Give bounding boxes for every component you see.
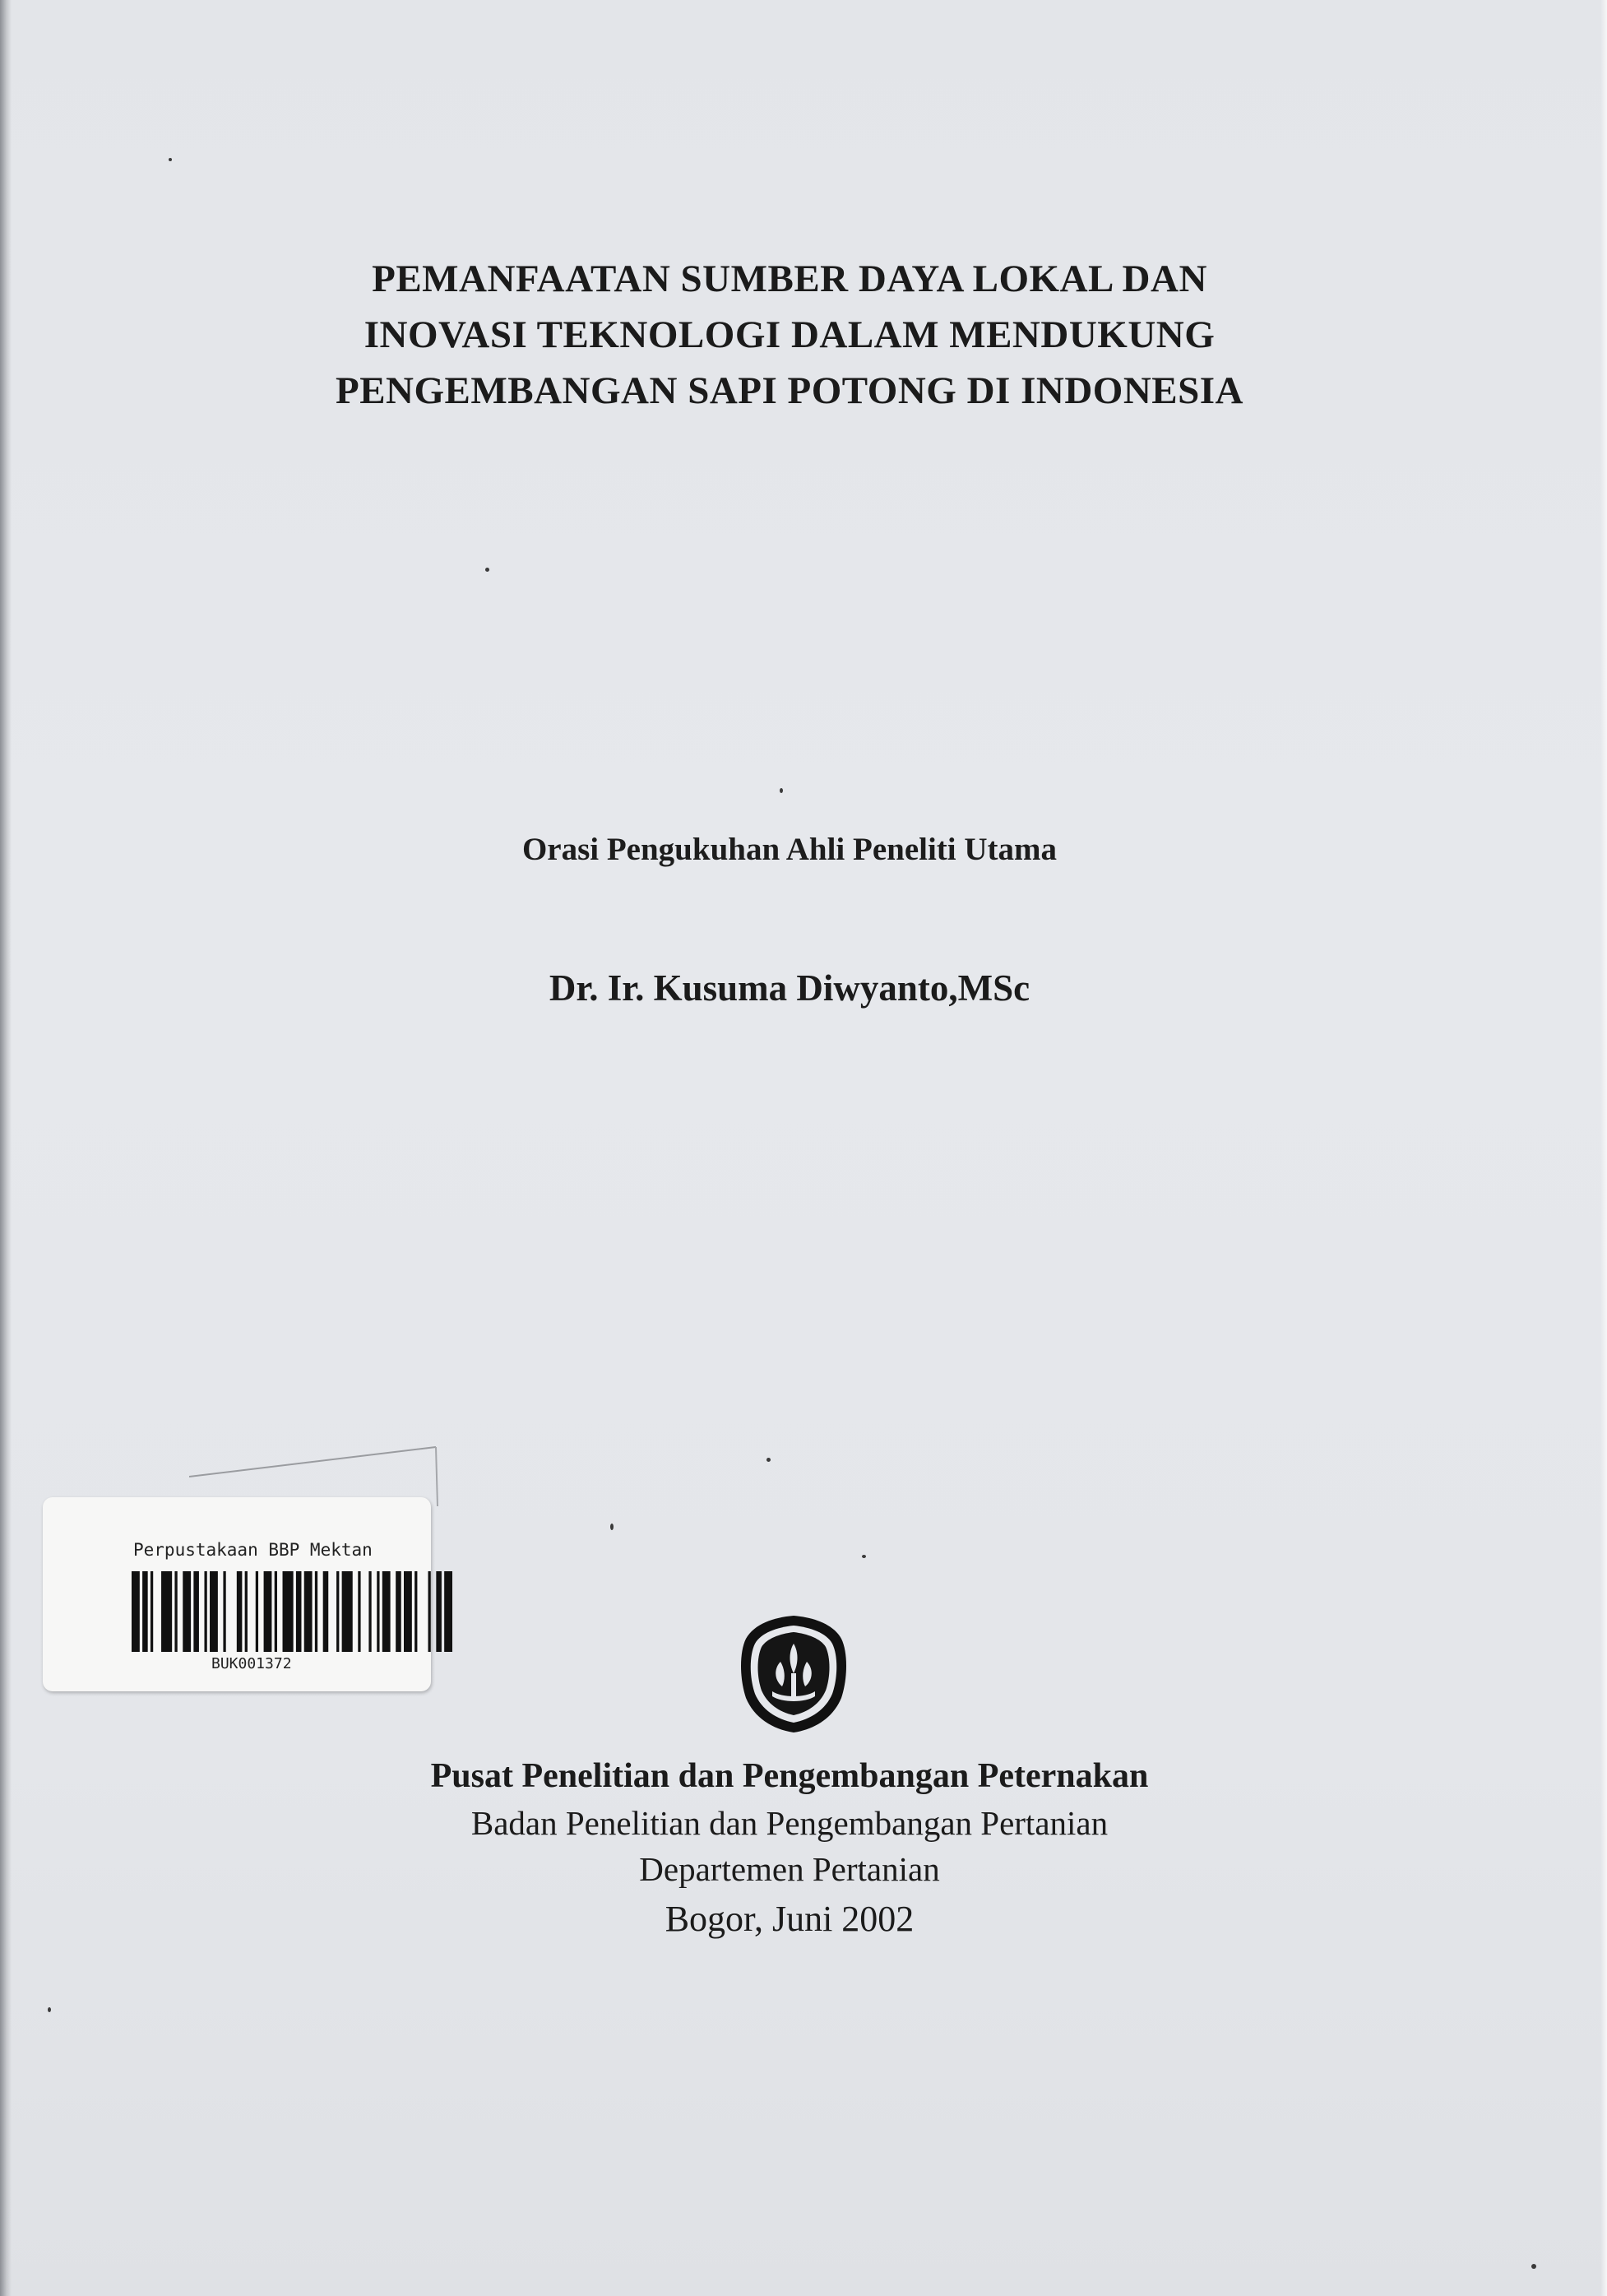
publication-place-date: Bogor, Juni 2002: [665, 1899, 915, 1939]
barcode-bar: [264, 1571, 272, 1652]
author-name: Dr. Ir. Kusuma Diwyanto,MSc: [549, 967, 1030, 1009]
barcode-icon: [132, 1571, 452, 1652]
barcode-bar: [237, 1571, 243, 1652]
barcode-bar: [275, 1571, 277, 1652]
barcode-bar: [382, 1571, 391, 1652]
barcode-bar: [315, 1571, 317, 1652]
barcode-bar: [436, 1571, 442, 1652]
page-edge: [1600, 0, 1607, 2296]
barcode-bar: [296, 1571, 302, 1652]
barcode-bar: [132, 1571, 140, 1652]
barcode-bar: [358, 1571, 360, 1652]
barcode-bar: [256, 1571, 258, 1652]
cover-title: [230, 251, 1349, 419]
barcode-bar: [368, 1571, 371, 1652]
publisher-block: [280, 1752, 1299, 1946]
barcode-bar: [444, 1571, 452, 1652]
scan-speck: [862, 1555, 866, 1558]
barcode-bar: [323, 1571, 329, 1652]
barcode-bar: [174, 1571, 177, 1652]
title-line-2: INOVASI TEKNOLOGI DALAM MENDUKUNG: [364, 313, 1216, 356]
scan-speck: [48, 2007, 51, 2012]
publisher-agency: Badan Penelitian dan Pengembangan Pertanian: [470, 1804, 1109, 1842]
scan-speck: [1531, 2264, 1536, 2269]
scan-speck: [610, 1524, 614, 1530]
spine-shadow: [0, 0, 12, 2296]
library-sticker: [43, 1497, 431, 1691]
agriculture-ministry-emblem-icon: [736, 1612, 851, 1736]
barcode-bar: [283, 1571, 294, 1652]
library-sticker-code: BUK001372: [211, 1655, 292, 1672]
barcode-bar: [223, 1571, 225, 1652]
barcode-bar: [342, 1571, 353, 1652]
barcode-bar: [193, 1571, 199, 1652]
barcode-bar: [245, 1571, 248, 1652]
barcode-bar: [336, 1571, 339, 1652]
barcode-bar: [396, 1571, 401, 1652]
publisher-department: Departemen Pertanian: [639, 1850, 940, 1888]
scan-speck: [766, 1458, 771, 1462]
barcode-bar: [428, 1571, 431, 1652]
barcode-bar: [204, 1571, 206, 1652]
barcode-bar: [304, 1571, 313, 1652]
barcode-bar: [151, 1571, 153, 1652]
barcode-bar: [161, 1571, 172, 1652]
barcode-bar: [210, 1571, 218, 1652]
barcode-bar: [377, 1571, 379, 1652]
title-line-1: PEMANFAATAN SUMBER DAYA LOKAL DAN: [372, 257, 1207, 300]
scan-speck: [780, 788, 783, 793]
publisher-organization: Pusat Penelitian dan Pengembangan Peternakan: [430, 1757, 1149, 1795]
scan-speck: [169, 158, 172, 161]
cover-subtitle: Orasi Pengukuhan Ahli Peneliti Utama: [521, 832, 1058, 867]
barcode-bar: [414, 1571, 417, 1652]
title-line-3: PENGEMBANGAN SAPI POTONG DI INDONESIA: [336, 369, 1243, 412]
barcode-bar: [183, 1571, 191, 1652]
barcode-bar: [404, 1571, 412, 1652]
barcode-bar: [142, 1571, 148, 1652]
scan-speck: [485, 568, 489, 572]
library-sticker-label: Perpustakaan BBP Mektan: [133, 1540, 373, 1560]
